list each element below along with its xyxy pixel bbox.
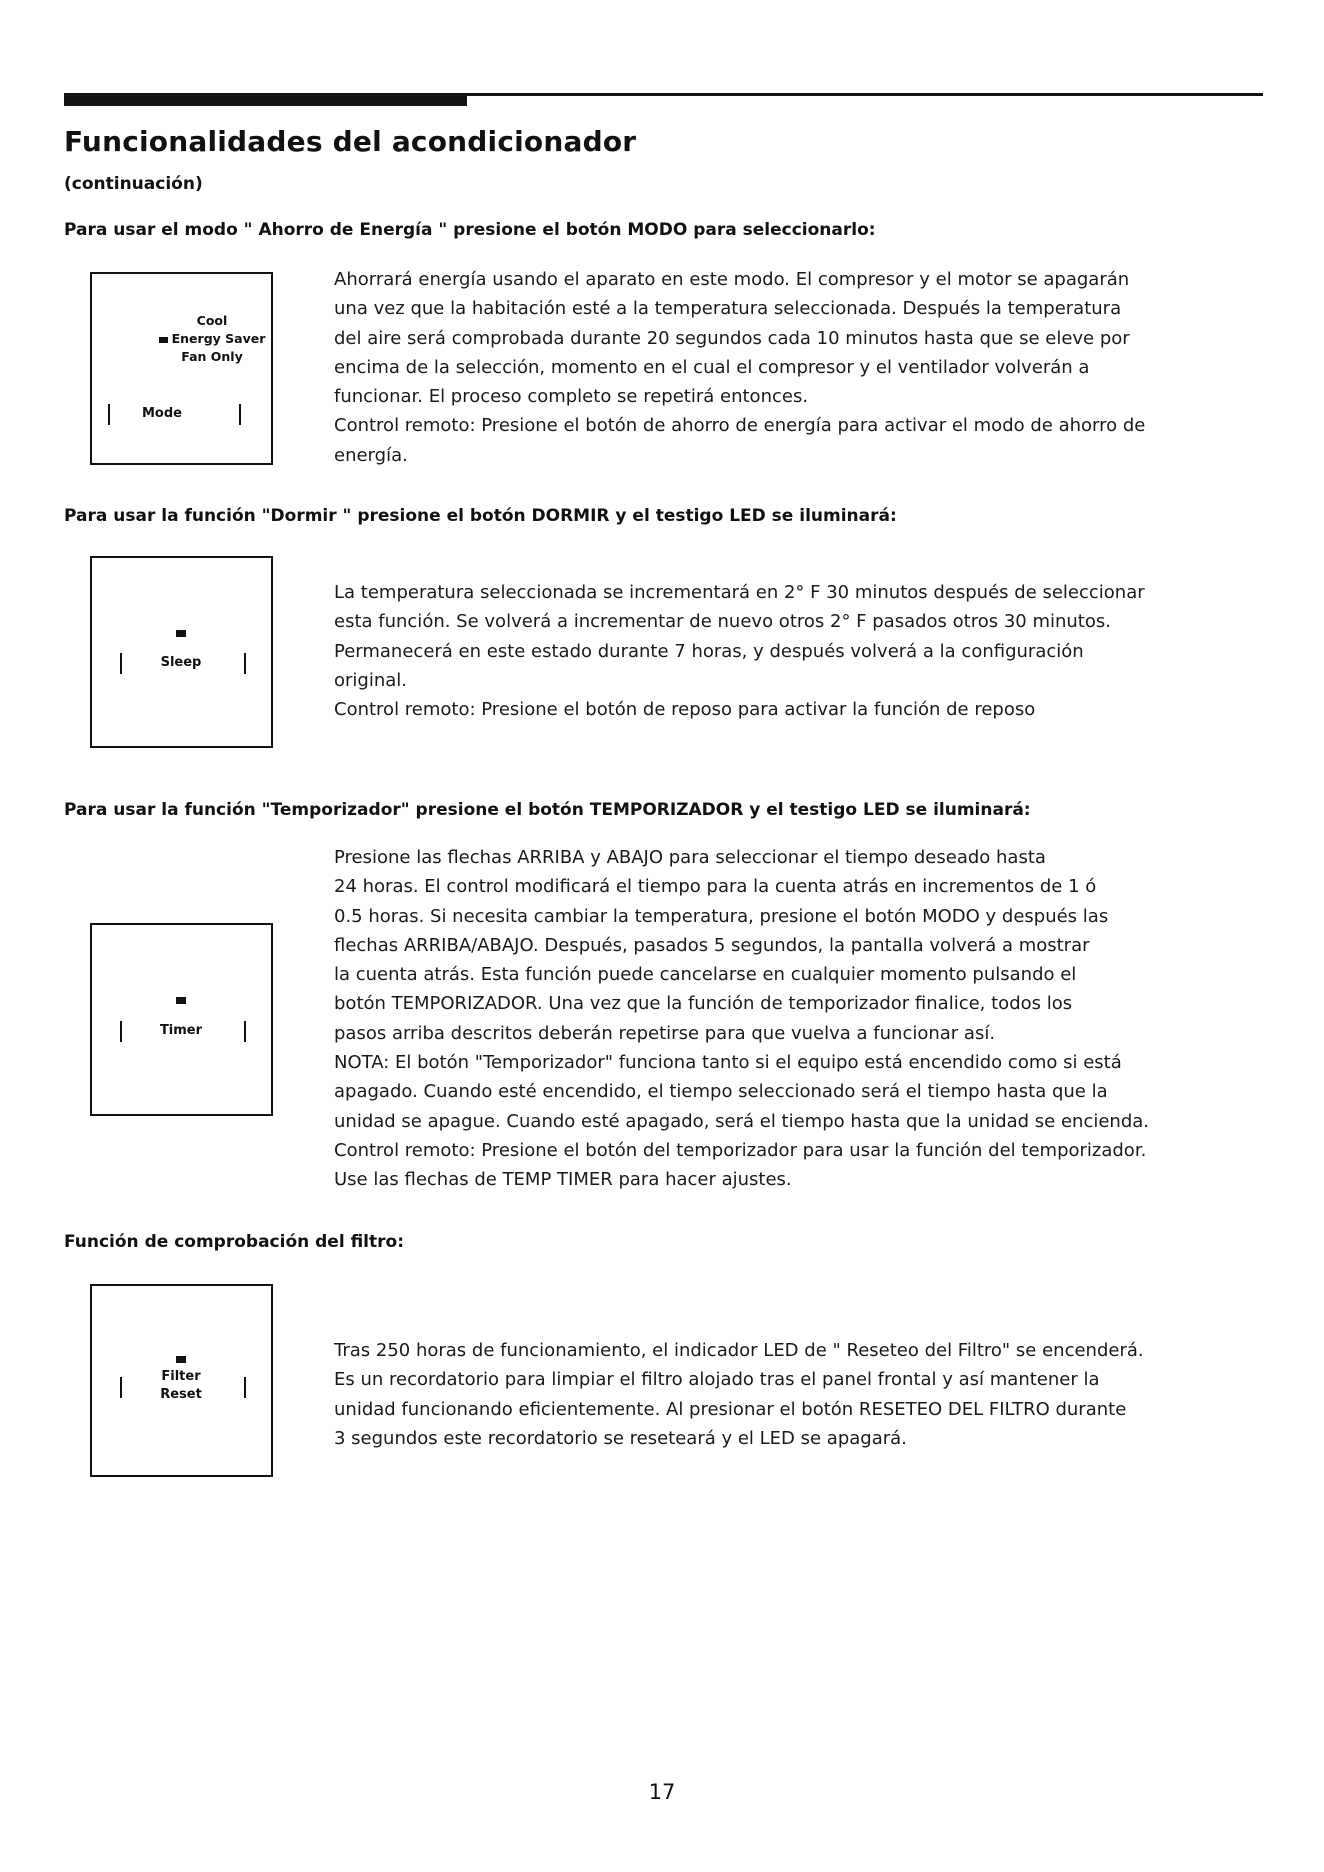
- button-bracket-left: [120, 653, 122, 674]
- section-heading-energy-saver: Para usar el modo " Ahorro de Energía " presione el botón MODO para seleccionarlo:: [64, 220, 876, 240]
- timer-button-label: Timer: [159, 1023, 203, 1038]
- mode-option-cool: Cool: [196, 313, 228, 328]
- button-bracket-right: [244, 1377, 246, 1398]
- button-bracket-right: [244, 653, 246, 674]
- sleep-panel-illustration: [90, 556, 273, 748]
- page-number: 17: [648, 1780, 676, 1804]
- button-bracket-left: [120, 1377, 122, 1398]
- section-body-filter: Tras 250 horas de funcionamiento, el indicador LED de " Reseteo del Filtro" se encenderá. Es un recordatorio para limpiar el filtro alojado tras el panel frontal y así mantener la unidad funcionando eficientemente. Al presionar el botón RESETEO DEL FILTRO durante 3 segundos este recordatorio se reseteará y el LED se apagará.: [334, 1340, 1144, 1449]
- mode-option-fan-only: Fan Only: [181, 349, 243, 364]
- filter-panel-illustration: [90, 1284, 273, 1477]
- section-heading-timer: Para usar la función "Temporizador" presione el botón TEMPORIZADOR y el testigo LED se iluminará:: [64, 800, 1031, 820]
- button-bracket-left: [120, 1021, 122, 1042]
- section-body-timer: Presione las flechas ARRIBA y ABAJO para seleccionar el tiempo deseado hasta 24 horas. El control modificará el tiempo para la cuenta atrás en incrementos de 1 ó 0.5 horas. Si necesita cambiar la temperatura, presione el botón MODO y después las flechas ARRIBA/ABAJO. Después, pasados 5 segundos, la pantalla volverá a mostrar la cuenta atrás. Esta función puede cancelarse en cualquier momento pulsando el botón TEMPORIZADOR. Una vez que la función de temporizador finalice, todos los pasos arriba descritos deberán repetirse para que vuelva a funcionar así. NOTA: El botón "Temporizador" funciona tanto si el equipo está encendido como si está apagado. Cuando esté encendido, el tiempo seleccionado será el tiempo hasta que la unidad se apague. Cuando esté apagado, será el tiempo hasta que la unidad se encienda. Control remoto: Presione el botón del temporizador para usar la función del temporizador. Use las flechas de TEMP TIMER para hacer ajustes.: [334, 847, 1150, 1191]
- led-indicator-icon: [176, 630, 186, 637]
- section-heading-filter: Función de comprobación del filtro:: [64, 1232, 404, 1252]
- filter-reset-button-label: [136, 1368, 226, 1404]
- sleep-button-label: Sleep: [160, 655, 202, 670]
- button-bracket-right: [239, 404, 241, 425]
- section-body-sleep: La temperatura seleccionada se incrementará en 2° F 30 minutos después de seleccionar esta función. Se volverá a incrementar de nuevo otros 2° F pasados otros 30 minutos. Permanecerá en este estado durante 7 horas, y después volverá a la configuración original. Control remoto: Presione el botón de reposo para activar la función de reposo: [334, 582, 1145, 721]
- section-heading-sleep: Para usar la función "Dormir " presione el botón DORMIR y el testigo LED se iluminará:: [64, 506, 897, 526]
- button-bracket-left: [108, 404, 110, 425]
- page-subtitle: (continuación): [64, 174, 203, 194]
- selected-indicator-icon: [159, 337, 168, 343]
- filter-label-line: Filter: [161, 1369, 201, 1384]
- reset-label-line: Reset: [160, 1387, 202, 1402]
- led-indicator-icon: [176, 997, 186, 1004]
- page-title: Funcionalidades del acondicionador: [64, 125, 637, 158]
- mode-button-label: Mode: [142, 406, 182, 421]
- section-body-energy-saver: Ahorrará energía usando el aparato en este modo. El compresor y el motor se apagarán una vez que la habitación esté a la temperatura seleccionada. Después la temperatura del aire será comprobada durante 20 segundos cada 10 minutos hasta que se eleve por encima de la selección, momento en el cual el compresor y el ventilador volverán a funcionar. El proceso completo se repetirá entonces. Control remoto: Presione el botón de ahorro de energía para activar el modo de ahorro de energía.: [334, 269, 1146, 466]
- mode-option-energy-saver: Energy Saver: [152, 330, 272, 348]
- timer-panel-illustration: [90, 923, 273, 1116]
- mode-options-list: [152, 312, 272, 366]
- led-indicator-icon: [176, 1356, 186, 1363]
- button-bracket-right: [244, 1021, 246, 1042]
- mode-panel-illustration: [90, 272, 273, 465]
- header-rule-accent: [64, 93, 467, 106]
